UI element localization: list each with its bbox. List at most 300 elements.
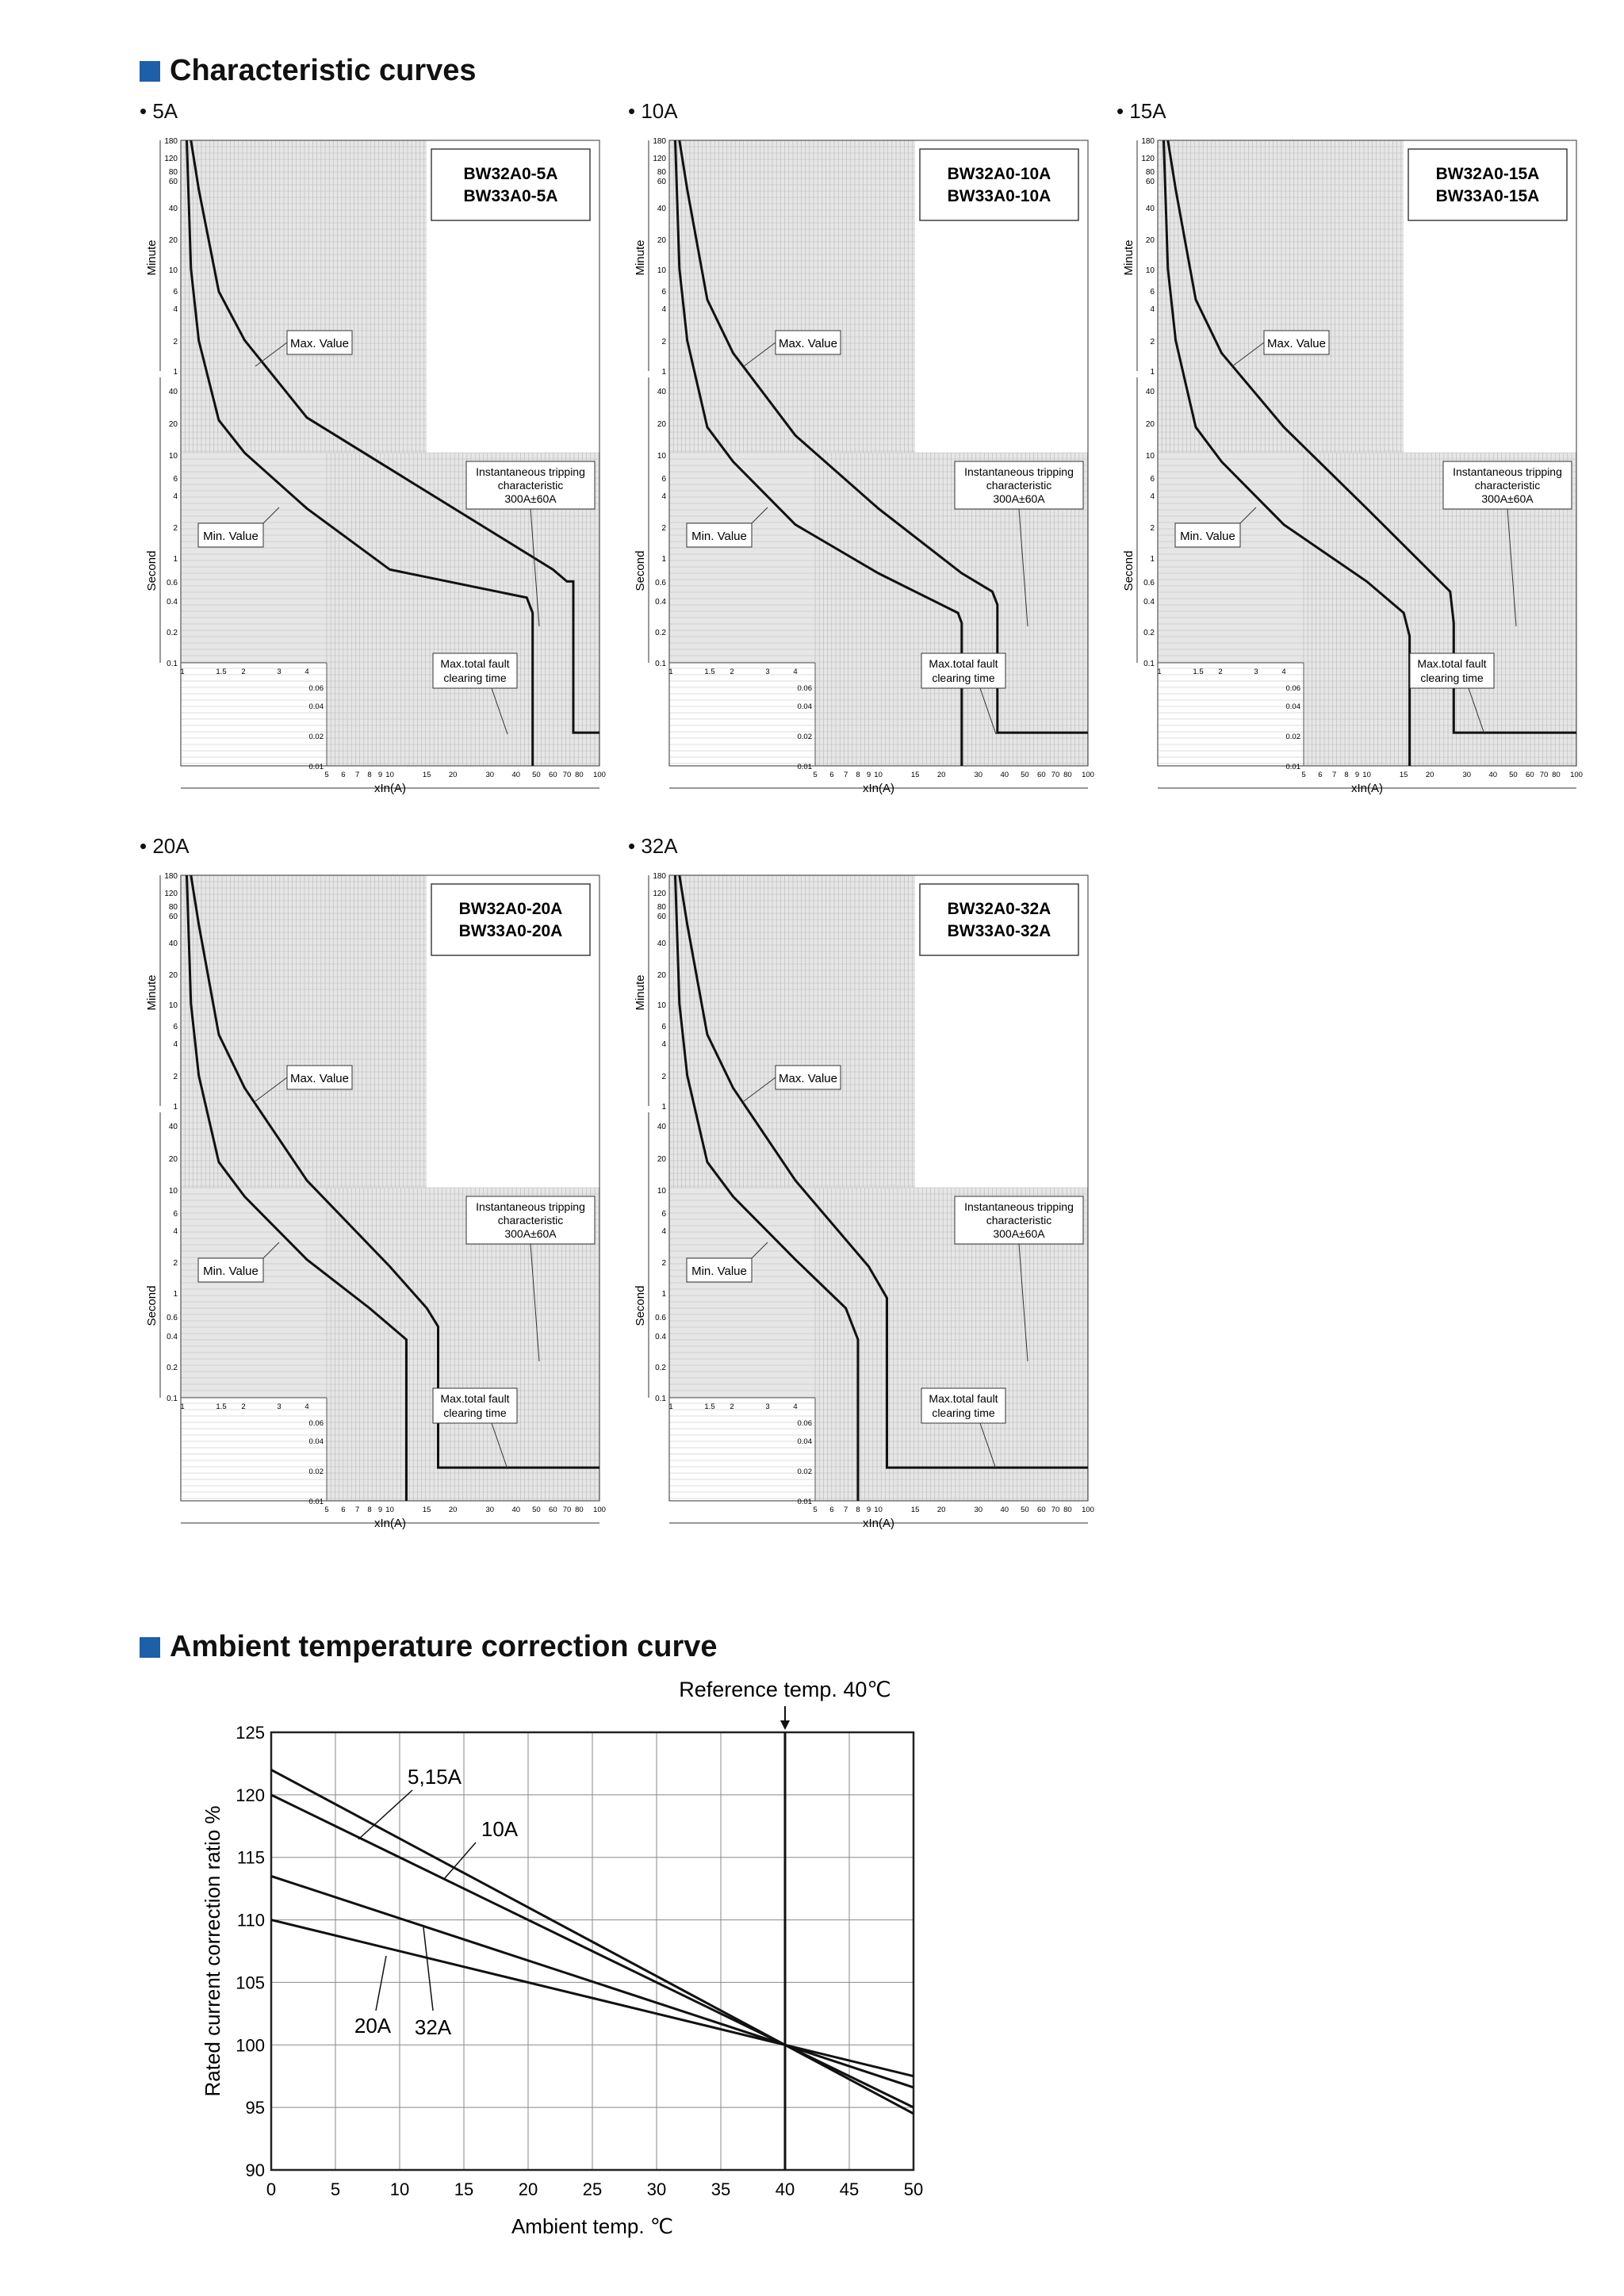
x-tick-label: 80 (575, 771, 584, 779)
inset-x-tick-label: 1.5 (704, 668, 715, 676)
model-name-1: BW32A0-5A (463, 165, 558, 183)
minute-tick-label: 10 (168, 266, 178, 275)
second-tick-label: 0.4 (167, 598, 178, 607)
x-tick-label: 20 (448, 1506, 458, 1514)
inst-tripping-line-3: 300A±60A (504, 1227, 557, 1240)
x-tick-label: 50 (1021, 1506, 1029, 1514)
x-tick-label: 100 (1570, 771, 1583, 779)
ambient-y-tick: 90 (245, 2160, 265, 2180)
inset-blank (669, 1398, 815, 1501)
inset-x-tick-label: 3 (765, 1402, 770, 1411)
minute-tick-label: 4 (661, 305, 666, 314)
inset-y-tick-label: 0.01 (308, 1498, 324, 1506)
inset-y-tick-label: 0.06 (308, 684, 324, 693)
y-label-minute: Minute (145, 974, 159, 1011)
minute-tick-label: 10 (168, 1001, 178, 1010)
y-label-second: Second (145, 1285, 159, 1326)
ambient-x-tick: 5 (330, 2179, 341, 2199)
ambient-chart (201, 1678, 923, 2238)
second-tick-label: 0.6 (655, 1314, 666, 1322)
inset-x-tick-label: 4 (793, 668, 798, 676)
second-tick-label: 20 (657, 420, 666, 429)
inset-blank (181, 1398, 327, 1501)
x-tick-label: 10 (874, 1506, 883, 1514)
second-tick-label: 2 (661, 1259, 666, 1268)
second-tick-label: 10 (657, 1187, 666, 1196)
minute-tick-label: 60 (657, 913, 666, 921)
model-box (920, 884, 1078, 955)
second-tick-label: 40 (168, 388, 178, 396)
x-axis-label: xIn(A) (862, 1517, 895, 1530)
ambient-x-tick: 10 (389, 2179, 410, 2199)
second-tick-label: 4 (1150, 492, 1155, 501)
y-label-second: Second (634, 1285, 647, 1326)
minute-tick-label: 1 (173, 368, 178, 377)
ambient-y-tick: 120 (236, 1785, 265, 1805)
y-label-minute: Minute (634, 974, 647, 1011)
x-tick-label: 9 (866, 771, 871, 779)
max-value-label: Max. Value (779, 1072, 837, 1085)
inset-y-tick-label: 0.06 (797, 1419, 812, 1428)
minute-tick-label: 20 (168, 236, 178, 245)
inset-y-tick-label: 0.01 (308, 763, 324, 771)
x-tick-label: 100 (593, 771, 606, 779)
minute-tick-label: 40 (168, 205, 178, 213)
inset-x-tick-label: 3 (277, 668, 282, 676)
x-tick-label: 6 (341, 771, 346, 779)
x-tick-label: 40 (511, 1506, 521, 1514)
second-tick-label: 20 (1145, 420, 1155, 429)
minute-tick-label: 2 (661, 1073, 666, 1081)
reference-arrow-icon (780, 1720, 790, 1730)
second-tick-label: 0.2 (655, 629, 666, 637)
minute-tick-label: 120 (164, 890, 178, 898)
inset-y-tick-label: 0.04 (308, 702, 324, 711)
curve-panel-5 (634, 872, 1094, 1530)
minute-tick-label: 1 (661, 1103, 666, 1112)
fault-time-line-1: Max.total fault (929, 1392, 998, 1405)
minute-tick-label: 4 (173, 305, 178, 314)
curve-panel-2 (634, 137, 1094, 795)
x-tick-label: 30 (1462, 771, 1472, 779)
inset-x-tick-label: 4 (304, 1402, 309, 1411)
ambient-y-label: Rated current correction ratio % (201, 1805, 224, 2097)
model-name-2: BW33A0-32A (947, 922, 1051, 940)
x-tick-label: 80 (575, 1506, 584, 1514)
inst-tripping-line-3: 300A±60A (993, 1227, 1045, 1240)
x-tick-label: 60 (1526, 771, 1534, 779)
inst-tripping-line-2: characteristic (497, 479, 564, 492)
second-tick-label: 40 (657, 388, 666, 396)
inset-y-tick-label: 0.02 (1285, 733, 1300, 741)
x-axis-label: xIn(A) (1350, 782, 1384, 795)
x-tick-label: 8 (367, 771, 372, 779)
inset-y-tick-label: 0.02 (797, 733, 812, 741)
minute-tick-label: 20 (657, 236, 666, 245)
x-tick-label: 7 (843, 1506, 848, 1514)
inset-x-tick-label: 2 (241, 668, 246, 676)
x-tick-label: 100 (593, 1506, 606, 1514)
inset-x-tick-label: 4 (1281, 668, 1286, 676)
second-tick-label: 2 (173, 524, 178, 533)
x-tick-label: 6 (829, 771, 834, 779)
fault-time-line-2: clearing time (932, 1406, 995, 1419)
x-tick-label: 9 (866, 1506, 871, 1514)
second-tick-label: 1 (173, 1290, 178, 1299)
second-tick-label: 4 (173, 1227, 178, 1236)
model-name-2: BW33A0-15A (1435, 187, 1540, 205)
minute-tick-label: 60 (168, 178, 178, 186)
second-tick-label: 0.2 (1143, 629, 1155, 637)
x-tick-label: 8 (1344, 771, 1349, 779)
inset-x-tick-label: 1.5 (216, 668, 227, 676)
minute-tick-label: 20 (657, 971, 666, 980)
y-label-second: Second (634, 550, 647, 591)
inset-x-tick-label: 1 (180, 668, 185, 676)
second-tick-label: 40 (657, 1123, 666, 1131)
x-tick-label: 10 (1362, 771, 1371, 779)
inset-blank (669, 663, 815, 766)
minute-tick-label: 6 (661, 288, 666, 297)
minute-tick-label: 6 (173, 1023, 178, 1031)
x-tick-label: 8 (367, 1506, 372, 1514)
curve-panel-4 (145, 872, 606, 1530)
ambient-y-tick: 100 (236, 2035, 265, 2056)
x-tick-label: 7 (354, 771, 360, 779)
model-name-1: BW32A0-20A (458, 900, 563, 918)
inset-x-tick-label: 3 (1254, 668, 1258, 676)
x-tick-label: 9 (377, 1506, 383, 1514)
x-tick-label: 6 (341, 1506, 346, 1514)
x-tick-label: 60 (549, 771, 557, 779)
inst-tripping-line-2: characteristic (986, 1214, 1052, 1226)
minute-tick-label: 80 (168, 903, 178, 912)
model-box (431, 884, 590, 955)
panel-label-15a: • 15A (1116, 99, 1166, 123)
second-tick-label: 10 (657, 452, 666, 461)
minute-tick-label: 4 (1150, 305, 1155, 314)
model-name-1: BW32A0-32A (947, 900, 1051, 918)
inset-blank (181, 663, 327, 766)
model-name-2: BW33A0-10A (947, 187, 1051, 205)
x-tick-label: 70 (1539, 771, 1549, 779)
inset-x-tick-label: 4 (793, 1402, 798, 1411)
second-tick-label: 1 (661, 1290, 666, 1299)
x-tick-label: 50 (532, 1506, 541, 1514)
fault-time-line-2: clearing time (932, 672, 995, 684)
panel-label-5a: • 5A (140, 99, 178, 123)
minute-tick-label: 10 (657, 266, 666, 275)
inset-x-tick-label: 2 (730, 668, 734, 676)
second-tick-label: 10 (1145, 452, 1155, 461)
panel-label-10a: • 10A (628, 99, 678, 123)
x-tick-label: 7 (354, 1506, 360, 1514)
second-tick-label: 0.6 (655, 579, 666, 587)
second-tick-label: 1 (173, 555, 178, 564)
y-label-minute: Minute (1122, 239, 1136, 276)
minute-tick-label: 4 (661, 1040, 666, 1049)
ambient-x-label: Ambient temp. ℃ (511, 2214, 674, 2238)
minute-tick-label: 40 (657, 205, 666, 213)
second-tick-label: 0.6 (1143, 579, 1155, 587)
minute-tick-label: 10 (657, 1001, 666, 1010)
min-value-label: Min. Value (691, 1265, 747, 1278)
min-value-label: Min. Value (203, 1265, 259, 1278)
minute-tick-label: 180 (1141, 137, 1155, 146)
minute-tick-label: 1 (173, 1103, 178, 1112)
inset-x-tick-label: 2 (1218, 668, 1223, 676)
second-tick-label: 2 (661, 524, 666, 533)
minute-tick-label: 2 (661, 338, 666, 346)
x-axis-label: xIn(A) (862, 782, 895, 795)
inset-x-tick-label: 1 (180, 1402, 185, 1411)
minute-tick-label: 1 (661, 368, 666, 377)
fault-time-line-2: clearing time (443, 1406, 507, 1419)
max-value-label: Max. Value (779, 337, 837, 350)
second-tick-label: 0.1 (655, 1395, 666, 1403)
inst-tripping-line-2: characteristic (497, 1214, 564, 1226)
x-tick-label: 50 (1021, 771, 1029, 779)
ambient-x-tick: 0 (266, 2179, 277, 2199)
second-tick-label: 0.6 (167, 1314, 178, 1322)
second-tick-label: 4 (661, 1227, 666, 1236)
ambient-y-tick: 125 (236, 1723, 265, 1743)
second-tick-label: 4 (661, 492, 666, 501)
inst-tripping-line-2: characteristic (1474, 479, 1541, 492)
minute-tick-label: 6 (661, 1023, 666, 1031)
inset-x-tick-label: 1 (668, 668, 673, 676)
ambient-y-tick: 95 (245, 2098, 265, 2118)
second-tick-label: 0.4 (655, 598, 666, 607)
minute-tick-label: 60 (168, 913, 178, 921)
x-tick-label: 5 (813, 771, 818, 779)
x-tick-label: 30 (974, 771, 983, 779)
ambient-x-tick: 30 (646, 2179, 667, 2199)
ambient-x-tick: 35 (710, 2179, 731, 2199)
second-tick-label: 6 (661, 1210, 666, 1219)
max-value-label: Max. Value (290, 337, 349, 350)
min-value-label: Min. Value (691, 530, 747, 543)
ambient-y-tick: 105 (236, 1973, 265, 1993)
second-tick-label: 40 (1145, 388, 1155, 396)
x-tick-label: 80 (1063, 1506, 1072, 1514)
x-tick-label: 60 (1037, 771, 1046, 779)
second-tick-label: 0.1 (655, 660, 666, 668)
x-tick-label: 8 (856, 771, 860, 779)
model-name-2: BW33A0-20A (458, 922, 563, 940)
ambient-x-tick: 25 (582, 2179, 603, 2199)
inset-blank (1158, 663, 1304, 766)
second-tick-label: 1 (1150, 555, 1155, 564)
curve-panel-3 (1122, 137, 1583, 795)
x-tick-label: 50 (532, 771, 541, 779)
x-tick-label: 8 (856, 1506, 860, 1514)
x-tick-label: 70 (1051, 771, 1060, 779)
x-tick-label: 80 (1063, 771, 1072, 779)
inst-tripping-line-1: Instantaneous tripping (964, 1200, 1074, 1213)
second-tick-label: 0.1 (1143, 660, 1155, 668)
inset-x-tick-label: 3 (765, 668, 770, 676)
ambient-x-tick: 20 (518, 2179, 538, 2199)
ambient-series-label-1: 5,15A (408, 1765, 462, 1789)
minute-tick-label: 60 (657, 178, 666, 186)
x-tick-label: 10 (385, 771, 394, 779)
max-value-label: Max. Value (290, 1072, 349, 1085)
x-tick-label: 10 (385, 1506, 394, 1514)
inset-y-tick-label: 0.06 (308, 1419, 324, 1428)
minute-tick-label: 20 (168, 971, 178, 980)
minute-tick-label: 6 (1150, 288, 1155, 297)
inset-x-tick-label: 3 (277, 1402, 282, 1411)
x-axis-label: xIn(A) (373, 1517, 407, 1530)
second-tick-label: 10 (168, 452, 178, 461)
minute-tick-label: 180 (653, 137, 666, 146)
second-tick-label: 20 (168, 420, 178, 429)
second-tick-label: 0.4 (167, 1333, 178, 1341)
x-tick-label: 9 (1354, 771, 1360, 779)
x-tick-label: 60 (549, 1506, 557, 1514)
ambient-series-label-4: 20A (354, 2014, 392, 2038)
second-tick-label: 20 (657, 1155, 666, 1164)
x-tick-label: 100 (1082, 771, 1094, 779)
characteristic-curves-title: Characteristic curves (170, 54, 477, 87)
x-tick-label: 15 (422, 1506, 431, 1514)
inset-y-tick-label: 0.04 (308, 1437, 324, 1446)
minute-tick-label: 2 (173, 1073, 178, 1081)
second-tick-label: 6 (173, 475, 178, 484)
x-tick-label: 80 (1552, 771, 1561, 779)
fault-time-line-1: Max.total fault (440, 1392, 510, 1405)
model-box (431, 149, 590, 220)
minute-tick-label: 180 (164, 137, 178, 146)
inset-y-tick-label: 0.04 (797, 702, 812, 711)
model-name-2: BW33A0-5A (463, 187, 558, 205)
inset-x-tick-label: 1.5 (216, 1402, 227, 1411)
curve-panel-1 (145, 137, 606, 795)
inst-tripping-line-1: Instantaneous tripping (476, 465, 585, 478)
inset-y-tick-label: 0.02 (308, 733, 324, 741)
x-tick-label: 15 (422, 771, 431, 779)
ambient-title: Ambient temperature correction curve (170, 1630, 718, 1663)
second-tick-label: 0.1 (167, 1395, 178, 1403)
x-tick-label: 30 (485, 771, 495, 779)
panel-label-20a: • 20A (140, 834, 190, 858)
minute-tick-label: 40 (168, 939, 178, 948)
x-axis-label: xIn(A) (373, 782, 407, 795)
second-tick-label: 20 (168, 1155, 178, 1164)
minute-tick-label: 2 (173, 338, 178, 346)
x-tick-label: 5 (813, 1506, 818, 1514)
fault-time-line-2: clearing time (443, 672, 507, 684)
minute-tick-label: 80 (1145, 168, 1155, 177)
fault-time-line-1: Max.total fault (1417, 657, 1487, 670)
x-tick-label: 6 (1318, 771, 1323, 779)
second-tick-label: 0.1 (167, 660, 178, 668)
max-value-label: Max. Value (1267, 337, 1326, 350)
fault-time-line-1: Max.total fault (929, 657, 998, 670)
min-value-label: Min. Value (1180, 530, 1235, 543)
inset-y-tick-label: 0.06 (1285, 684, 1300, 693)
ambient-y-tick: 115 (236, 1847, 265, 1868)
minute-tick-label: 120 (164, 155, 178, 163)
model-box (920, 149, 1078, 220)
inset-y-tick-label: 0.01 (1285, 763, 1300, 771)
second-tick-label: 0.4 (1143, 598, 1155, 607)
reference-temp-label: Reference temp. 40℃ (679, 1678, 891, 1701)
x-tick-label: 5 (324, 1506, 329, 1514)
inset-y-tick-label: 0.04 (797, 1437, 812, 1446)
inset-x-tick-label: 4 (304, 668, 309, 676)
x-tick-label: 40 (1000, 771, 1009, 779)
inset-x-tick-label: 1 (1157, 668, 1162, 676)
ambient-x-tick: 45 (839, 2179, 860, 2199)
x-tick-label: 40 (1488, 771, 1498, 779)
ambient-x-tick: 15 (454, 2179, 474, 2199)
ambient-series-label-3: 32A (414, 2015, 452, 2039)
minute-tick-label: 10 (1145, 266, 1155, 275)
inst-tripping-line-3: 300A±60A (993, 492, 1045, 505)
x-tick-label: 40 (1000, 1506, 1009, 1514)
min-value-label: Min. Value (203, 530, 259, 543)
panel-label-32a: • 32A (628, 834, 678, 858)
inset-y-tick-label: 0.01 (797, 1498, 812, 1506)
minute-tick-label: 180 (653, 872, 666, 881)
inset-x-tick-label: 1.5 (704, 1402, 715, 1411)
inst-tripping-line-3: 300A±60A (1481, 492, 1534, 505)
x-tick-label: 20 (936, 771, 946, 779)
x-tick-label: 70 (562, 1506, 572, 1514)
inst-tripping-line-1: Instantaneous tripping (1453, 465, 1562, 478)
ambient-x-tick: 50 (903, 2179, 924, 2199)
minute-tick-label: 80 (657, 903, 666, 912)
inset-y-tick-label: 0.04 (1285, 702, 1300, 711)
x-tick-label: 10 (874, 771, 883, 779)
ambient-series-label-2: 10A (481, 1817, 519, 1841)
x-tick-label: 20 (1425, 771, 1434, 779)
x-tick-label: 20 (936, 1506, 946, 1514)
model-box (1408, 149, 1567, 220)
second-tick-label: 6 (173, 1210, 178, 1219)
x-tick-label: 70 (1051, 1506, 1060, 1514)
minute-tick-label: 6 (173, 288, 178, 297)
minute-tick-label: 40 (1145, 205, 1155, 213)
model-name-1: BW32A0-15A (1435, 165, 1540, 183)
x-tick-label: 40 (511, 771, 521, 779)
ambient-series-leader (444, 1843, 476, 1879)
second-tick-label: 2 (173, 1259, 178, 1268)
x-tick-label: 5 (1301, 771, 1306, 779)
second-tick-label: 4 (173, 492, 178, 501)
second-tick-label: 0.4 (655, 1333, 666, 1341)
inset-x-tick-label: 2 (241, 1402, 246, 1411)
model-name-1: BW32A0-10A (947, 165, 1051, 183)
ambient-series-leader (423, 1927, 433, 2011)
inset-x-tick-label: 1.5 (1193, 668, 1204, 676)
x-tick-label: 7 (1331, 771, 1337, 779)
minute-tick-label: 60 (1145, 178, 1155, 186)
x-tick-label: 30 (974, 1506, 983, 1514)
y-label-second: Second (1122, 550, 1136, 591)
minute-tick-label: 40 (657, 939, 666, 948)
minute-tick-label: 1 (1150, 368, 1155, 377)
second-tick-label: 0.2 (167, 1364, 178, 1372)
x-tick-label: 6 (829, 1506, 834, 1514)
inst-tripping-line-1: Instantaneous tripping (476, 1200, 585, 1213)
x-tick-label: 60 (1037, 1506, 1046, 1514)
x-tick-label: 5 (324, 771, 329, 779)
inst-tripping-line-3: 300A±60A (504, 492, 557, 505)
x-tick-label: 100 (1082, 1506, 1094, 1514)
